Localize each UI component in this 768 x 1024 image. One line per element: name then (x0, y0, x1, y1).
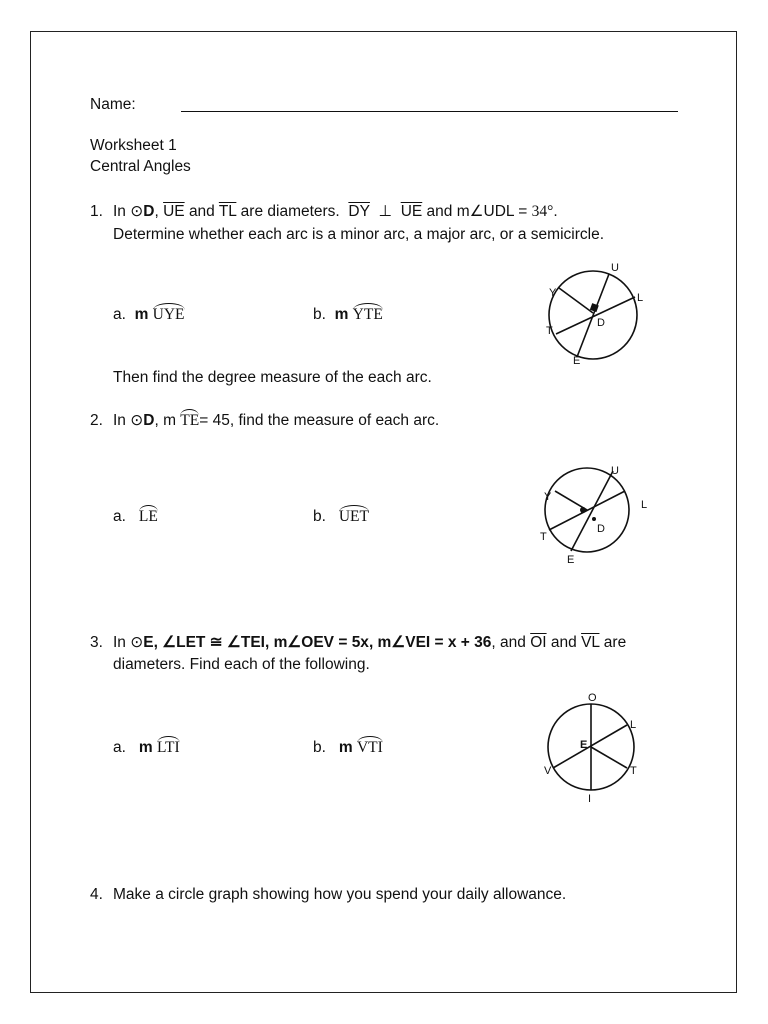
q3-label-L: L (630, 719, 637, 731)
q1a-item: a. m UYE (113, 306, 185, 323)
worksheet-topic: Central Angles (90, 158, 191, 175)
q1-statement: In ⊙D, $\overline{UE}$ and $\overline{TL}$ are diameters. $\overline{DY}$ ⊥ $\overline{UE}$ and m∠UDL = 34°. (113, 203, 558, 220)
q2-label-E: E (567, 554, 575, 566)
q1-label-E: E (573, 355, 581, 367)
q1-label-T: T (546, 325, 553, 337)
q3-label-T: T (630, 765, 637, 777)
q1-label-L: L (637, 292, 644, 304)
q2-circle-figure (535, 460, 660, 568)
name-label: Name: (90, 96, 136, 113)
q1-label-Y: Y (549, 287, 557, 299)
q3-statement: In ⊙E, ∠LET ≅ ∠TEI, m∠OEV = 5x, m∠VEI = x + 36, and $\overline{OI}$ and $\overline{VL}$ are (113, 634, 627, 651)
q1-then-text: Then find the degree measure of the each arc. (113, 369, 432, 386)
worksheet-title: Worksheet 1 (90, 137, 177, 154)
q2-number: 2. (90, 412, 103, 429)
q2-label-D: D (597, 523, 605, 535)
q1b-item: b. m YTE (313, 306, 383, 323)
q3-number: 3. (90, 634, 103, 651)
q2-label-L: L (641, 499, 648, 511)
q3a-item: a. m LTI (113, 739, 180, 756)
name-blank-line[interactable] (181, 111, 678, 112)
q3-label-E: E (580, 739, 588, 751)
q4-statement: Make a circle graph showing how you spend your daily allowance. (113, 886, 567, 903)
q3-instruction: diameters. Find each of the following. (113, 656, 370, 673)
q4-number: 4. (90, 886, 103, 903)
q3-label-V: V (544, 765, 552, 777)
q3b-item: b. m VTI (313, 739, 383, 756)
q3-circle-figure (535, 692, 657, 807)
q2a-item: a. LE (113, 508, 158, 525)
q2-label-U: U (611, 465, 619, 477)
q2b-item: b. UET (313, 508, 369, 525)
q1-number: 1. (90, 203, 103, 220)
q1-label-U: U (611, 262, 619, 274)
q2-statement: In ⊙D, m TE= 45, find the measure of each arc. (113, 412, 440, 429)
q3-label-O: O (588, 692, 597, 704)
q1-circle-figure (535, 262, 653, 370)
q2-label-T: T (540, 531, 547, 543)
q1-instruction: Determine whether each arc is a minor arc, a major arc, or a semicircle. (113, 226, 604, 243)
q2-label-Y: Y (544, 491, 552, 503)
q1-label-D: D (597, 317, 605, 329)
q3-label-I: I (588, 793, 592, 805)
